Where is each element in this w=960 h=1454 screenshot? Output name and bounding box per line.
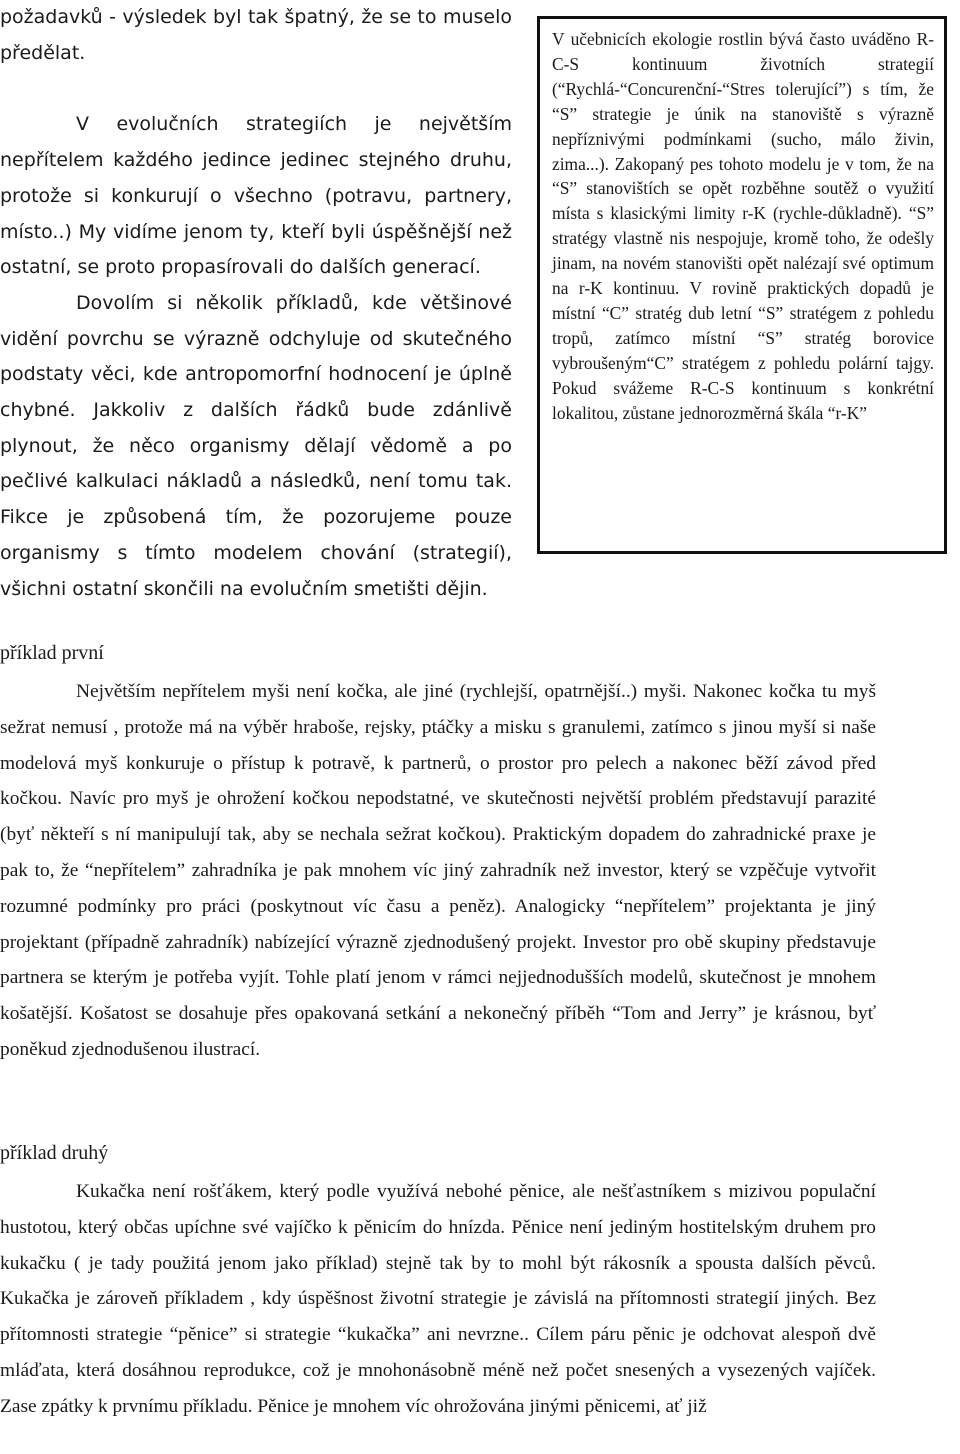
example-one-body: Největším nepřítelem myši není kočka, ale jiné (rychlejší, opatrnější..) myši. Nakonec kočka tu myš sežrat nemusí , protože má na výběr hraboše, rejsky, ptáčky a misku s granulemi, zatímco s jinou myší si naše modelová myš konkuruje o přístup k potravě, k partnerů, o prostor pro pelech a nakonec běží závod před kočkou. Navíc pro myš je ohrožení kočkou nepodstatné, ve skutečnosti největší problém představují parazité (byť někteří s ní manipulují tak, aby se nechala sežrat kočkou). Praktickým dopadem do zahradnické praxe je pak to, že “nepřítelem” zahradníka je pak mnohem víc jiný zahradník než investor, který se vzpěčuje vytvořit rozumné podmínky pro práci (poskytnout víc času a peněz). Analogicky “nepřítelem” projektanta je jiný projektant (případně zahradník) nabízející výrazně zjednodušený projekt. Investor pro obě skupiny představuje partnera se kterým je potřeba vyjít. Tohle platí jenom v rámci nejjednodušších modelů, skutečnost je mnohem košatější. Košatost se dosahuje přes opakovaná setkání a nekonečný příběh “Tom and Jerry” je krásnou, byť poněkud zjednodušenou ilustrací. [0,681,876,1060]
left-column [0,0,512,607]
sidebar-box [537,16,947,554]
paragraph-strategies: V evolučních strategiích je největším nepřítelem každého jedince jedinec stejného druhu, protože si konkurují o všechno (potravu, partnery, místo..) My vidíme jenom ty, kteří byli úspěšnější než ostatní, se proto propasírovali do dalších generací. [0,113,512,279]
sidebar-text: V učebnicích ekologie rostlin bývá často uváděno R-C-S kontinuum životních strategií (“Rychlá-“Concurenční-“Stres tolerující”) s tím, že “S” strategie je únik na stanoviště s výrazně nepříznivými podmínkami (sucho, málo živin, zima...). Zakopaný pes tohoto modelu je v tom, že na “S” stanovištích se opět rozběhne soutěž o využití místa s klasickými limity r-K (rychle-důkladně). “S” stratégy vlastně nis nespojuje, kromě toho, že odešly jinam, na novém stanovišti opět nalézají své optimum na r-K kontinuu. V rovině praktických dopadů je místní “C” stratég dub letní “S” stratégem z pohledu tropů, zatímco místní “S” stratég borovice vybroušeným“C” stratégem z pohledu polární tajgy. Pokud svážeme R-C-S kontinuum s konkrétní lokalitou, zůstane jednorozměrná škála “r-K” [552,29,934,423]
example-one-heading: příklad první [0,642,104,664]
paragraph-gap [0,71,512,107]
example-two-section [0,1140,876,1425]
paragraph-fragment: požadavků - výsledek byl tak špatný, že se to muselo předělat. [0,6,512,64]
example-one-section [0,640,876,1068]
paragraph-examples: Dovolím si několik příkladů, kde většinové vidění povrchu se výrazně odchyluje od skutečného podstaty věci, kde antropomorfní hodnocení je úplně chybné. Jakkoliv z dalších řádků bude zdánlivě plynout, že něco organismy dělají vědomě a po pečlivé kalkulaci nákladů a následků, není tomu tak. Fikce je způsobená tím, že pozorujeme pouze organismy s tímto modelem chování (strategií), všichni ostatní skončili na evolučním smetišti dějin. [0,291,512,600]
example-two-heading: příklad druhý [0,1142,109,1164]
example-two-body: Kukačka není rošťákem, který podle využívá nebohé pěnice, ale nešťastníkem s mizivou populační hustotou, který občas upíchne své vajíčko k pěnicím do hnízda. Pěnice není jediným hostitelským druhem pro kukačku ( je tady použitá jenom jako příklad) stejně tak by to mohl být rákosník a spousta dalších pěvců. Kukačka je zároveň příkladem , kdy úspěšnost životní strategie je závislá na přítomnosti strategií jiných. Bez přítomnosti strategie “pěnice” si strategie “kukačka” ani nevrzne.. Cílem páru pěnic je odchovat alespoň dvě mláďata, která dosáhnou reprodukce, což je mnohonásobně méně než počet snesených a vysezených vajíček. Zase zpátky k prvnímu příkladu. Pěnice je mnohem víc ohrožována jinými pěnicemi, ať již [0,1181,876,1417]
